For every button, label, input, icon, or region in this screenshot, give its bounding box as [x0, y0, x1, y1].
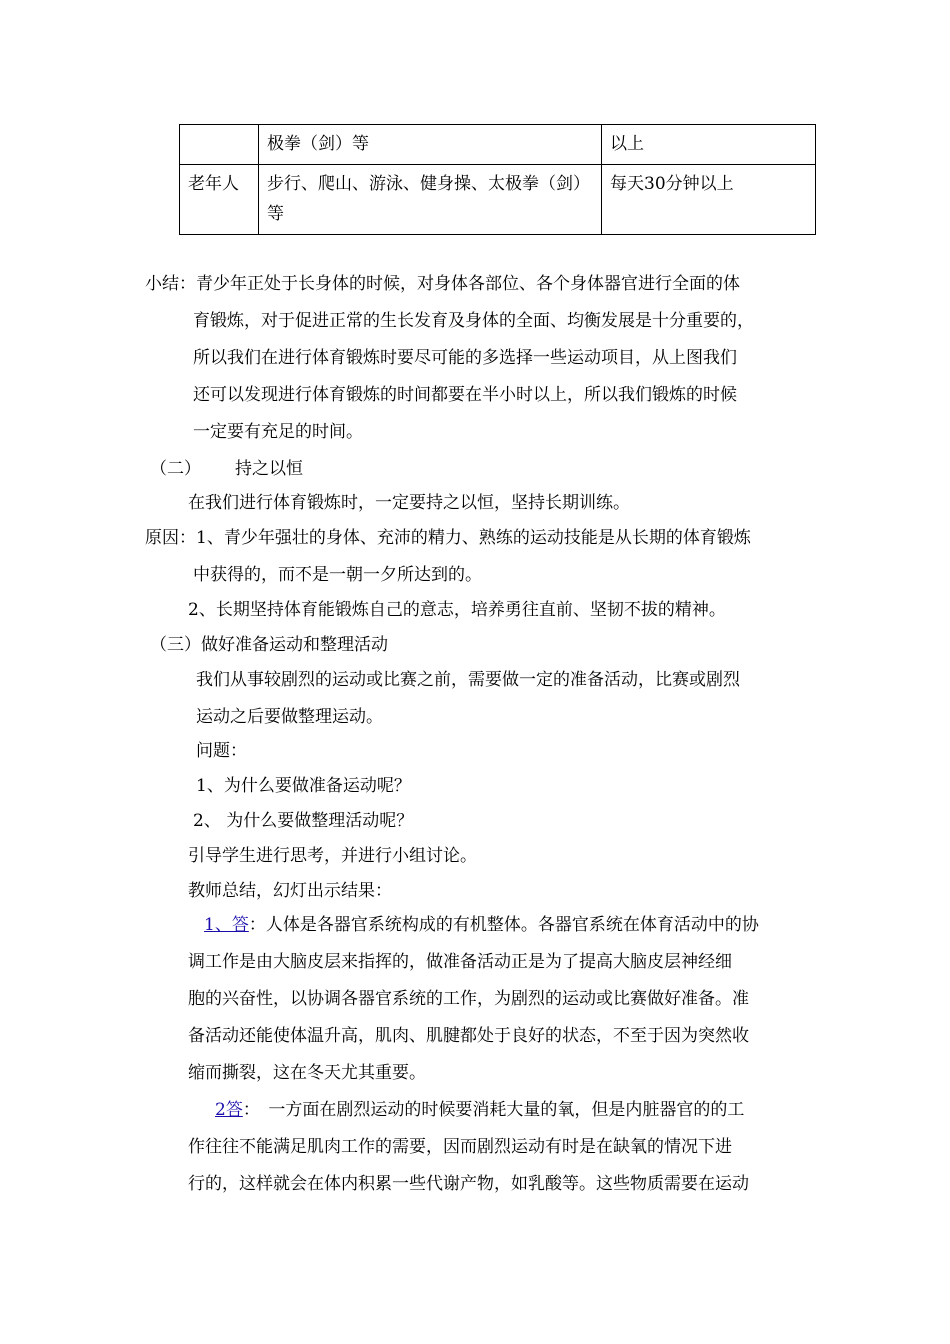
summary-line: 所以我们在进行体育锻炼时要尽可能的多选择一些运动项目，从上图我们 — [193, 348, 737, 368]
section-number: （二） — [150, 459, 201, 479]
answer-1-line: 缩而撕裂，这在冬天尤其重要。 — [188, 1063, 426, 1083]
answer-1-line: 胞的兴奋性，以协调各器官系统的工作，为剧烈的运动或比赛做好准备。准 — [188, 989, 749, 1009]
answer-1-text: ：人体是各器官系统构成的有机整体。各器官系统在体育活动中的协 — [248, 915, 759, 935]
section-title: 持之以恒 — [235, 459, 303, 479]
answer-2-line — [215, 1100, 744, 1121]
reason-line: 2、长期坚持体育能锻炼自己的意志，培养勇往直前、坚韧不拔的精神。 — [188, 600, 726, 620]
table-cell-activities: 步行、爬山、游泳、健身操、太极拳（剑）等 — [259, 164, 602, 234]
intro-line: 运动之后要做整理运动。 — [196, 707, 383, 727]
answer-2-line: 作往往不能满足肌肉工作的需要，因而剧烈运动有时是在缺氧的情况下进 — [188, 1137, 732, 1157]
question-2: 2、 为什么要做整理活动呢？ — [193, 811, 414, 831]
table-row — [180, 164, 816, 234]
exercise-table — [179, 124, 816, 235]
reason-line: 中获得的，而不是一朝一夕所达到的。 — [193, 565, 482, 585]
table-cell-duration: 每天30分钟以上 — [602, 164, 816, 234]
summary-line: 育锻炼，对于促进正常的生长发育及身体的全面、均衡发展是十分重要的， — [193, 311, 754, 331]
answer-1-line: 调工作是由大脑皮层来指挥的，做准备活动正是为了提高大脑皮层神经细 — [188, 952, 732, 972]
summary-line: 一定要有充足的时间。 — [193, 422, 363, 442]
table-cell-group: 老年人 — [180, 164, 259, 234]
table-cell-group — [180, 125, 259, 165]
table-row — [180, 125, 816, 165]
guide-text: 引导学生进行思考，并进行小组讨论。 — [188, 846, 477, 866]
answer-1-line — [204, 915, 759, 936]
table-cell-activities: 极拳（剑）等 — [259, 125, 602, 165]
teacher-text: 教师总结，幻灯出示结果： — [188, 881, 392, 901]
section-intro: 在我们进行体育锻炼时，一定要持之以恒，坚持长期训练。 — [188, 493, 630, 513]
question-label: 问题： — [196, 741, 247, 761]
answer-1-line: 备活动还能使体温升高，肌肉、肌腱都处于良好的状态，不至于因为突然收 — [188, 1026, 749, 1046]
summary-line: 小结：青少年正处于长身体的时候，对身体各部位、各个身体器官进行全面的体 — [145, 274, 740, 294]
section-heading: （三）做好准备运动和整理活动 — [150, 635, 388, 655]
question-1: 1、为什么要做准备运动呢？ — [196, 776, 411, 796]
answer-2-text: ： 一方面在剧烈运动的时候要消耗大量的氧，但是内脏器官的的工 — [242, 1100, 745, 1120]
answer-2-link[interactable]: 2答 — [215, 1100, 243, 1120]
answer-1-link[interactable]: 1、答 — [204, 915, 249, 935]
table-cell-duration: 以上 — [602, 125, 816, 165]
intro-line: 我们从事较剧烈的运动或比赛之前，需要做一定的准备活动，比赛或剧烈 — [196, 670, 740, 690]
summary-line: 还可以发现进行体育锻炼的时间都要在半小时以上，所以我们锻炼的时候 — [193, 385, 737, 405]
answer-2-line: 行的，这样就会在体内积累一些代谢产物，如乳酸等。这些物质需要在运动 — [188, 1174, 749, 1194]
reason-line: 原因：1、青少年强壮的身体、充沛的精力、熟练的运动技能是从长期的体育锻炼 — [145, 528, 751, 548]
